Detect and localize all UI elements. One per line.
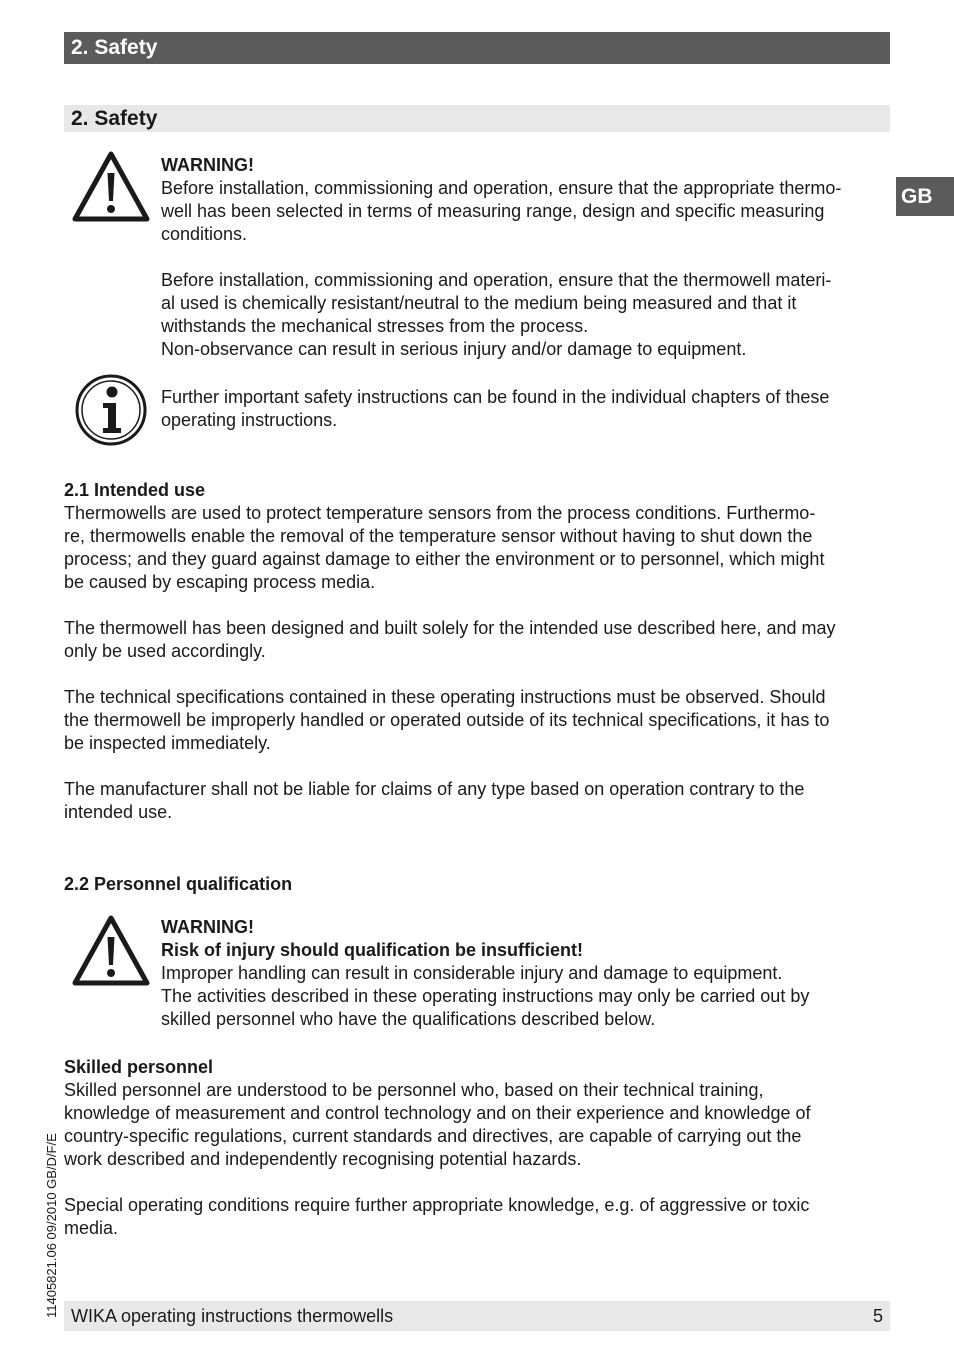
text-line: Further important safety instructions can be found in the individual chapters of these	[161, 387, 830, 407]
text-line: Improper handling can result in considerable injury and damage to equipment.	[161, 963, 783, 983]
warning-block-2	[161, 916, 891, 1031]
warning-triangle-icon	[72, 151, 150, 223]
page-number: 5	[872, 1306, 883, 1326]
section-title: 2. Safety	[71, 107, 158, 130]
section-heading: Skilled personnel	[64, 1057, 214, 1077]
text-line: be caused by escaping process media.	[64, 572, 376, 592]
text-line: be inspected immediately.	[64, 733, 271, 753]
warning-subtitle: Risk of injury should qualification be insufficient!	[161, 940, 584, 960]
info-icon	[74, 373, 148, 447]
footer-text: WIKA operating instructions thermowells	[71, 1306, 394, 1326]
text-line: only be used accordingly.	[64, 641, 266, 661]
text-line: knowledge of measurement and control technology and on their experience and knowledge of	[64, 1103, 811, 1123]
text-line: work described and independently recognising potential hazards.	[64, 1149, 582, 1169]
text-line: Thermowells are used to protect temperature sensors from the process conditions. Furthermo-	[64, 503, 816, 523]
text-line: Before installation, commissioning and operation, ensure that the thermowell materi-	[161, 270, 832, 290]
text-line: country-specific regulations, current standards and directives, are capable of carrying out the	[64, 1126, 802, 1146]
language-tab	[896, 177, 954, 216]
warning-block-1	[161, 154, 891, 361]
warning-title: WARNING!	[161, 155, 254, 175]
info-block	[161, 386, 891, 432]
section-heading: 2.2 Personnel qualification	[64, 874, 293, 894]
text-line: Non-observance can result in serious injury and/or damage to equipment.	[161, 339, 747, 359]
text-line: intended use.	[64, 802, 173, 822]
skilled-personnel-section	[64, 1056, 890, 1240]
qualification-heading-block	[64, 873, 890, 896]
text-line: Skilled personnel are understood to be personnel who, based on their technical training,	[64, 1080, 764, 1100]
page-footer	[64, 1301, 890, 1331]
text-line: Before installation, commissioning and operation, ensure that the appropriate thermo-	[161, 178, 842, 198]
language-tab-label: GB	[901, 185, 933, 208]
warning-triangle-icon	[72, 915, 150, 987]
warning-title: WARNING!	[161, 917, 254, 937]
document-code: 11405821.06 09/2010 GB/D/F/E	[44, 1133, 59, 1318]
intended-use-section	[64, 479, 890, 824]
text-line: al used is chemically resistant/neutral to the medium being measured and that it	[161, 293, 797, 313]
text-line: operating instructions.	[161, 410, 338, 430]
section-title-bar	[64, 105, 890, 132]
section-heading: 2.1 Intended use	[64, 480, 206, 500]
text-line: withstands the mechanical stresses from the process.	[161, 316, 589, 336]
text-line: re, thermowells enable the removal of the temperature sensor without having to shut down the	[64, 526, 813, 546]
chapter-header-bar	[64, 32, 890, 64]
text-line: the thermowell be improperly handled or operated outside of its technical specifications, it has to	[64, 710, 830, 730]
chapter-title: 2. Safety	[71, 36, 158, 59]
text-line: process; and they guard against damage to either the environment or to personnel, which might	[64, 549, 825, 569]
text-line: Special operating conditions require further appropriate knowledge, e.g. of aggressive or toxic	[64, 1195, 810, 1215]
text-line: The technical specifications contained in these operating instructions must be observed. Should	[64, 687, 826, 707]
text-line: skilled personnel who have the qualifications described below.	[161, 1009, 656, 1029]
text-line: The activities described in these operating instructions may only be carried out by	[161, 986, 810, 1006]
text-line: well has been selected in terms of measuring range, design and specific measuring	[161, 201, 825, 221]
text-line: conditions.	[161, 224, 248, 244]
text-line: media.	[64, 1218, 119, 1238]
text-line: The manufacturer shall not be liable for claims of any type based on operation contrary to the	[64, 779, 805, 799]
text-line: The thermowell has been designed and built solely for the intended use described here, and may	[64, 618, 836, 638]
